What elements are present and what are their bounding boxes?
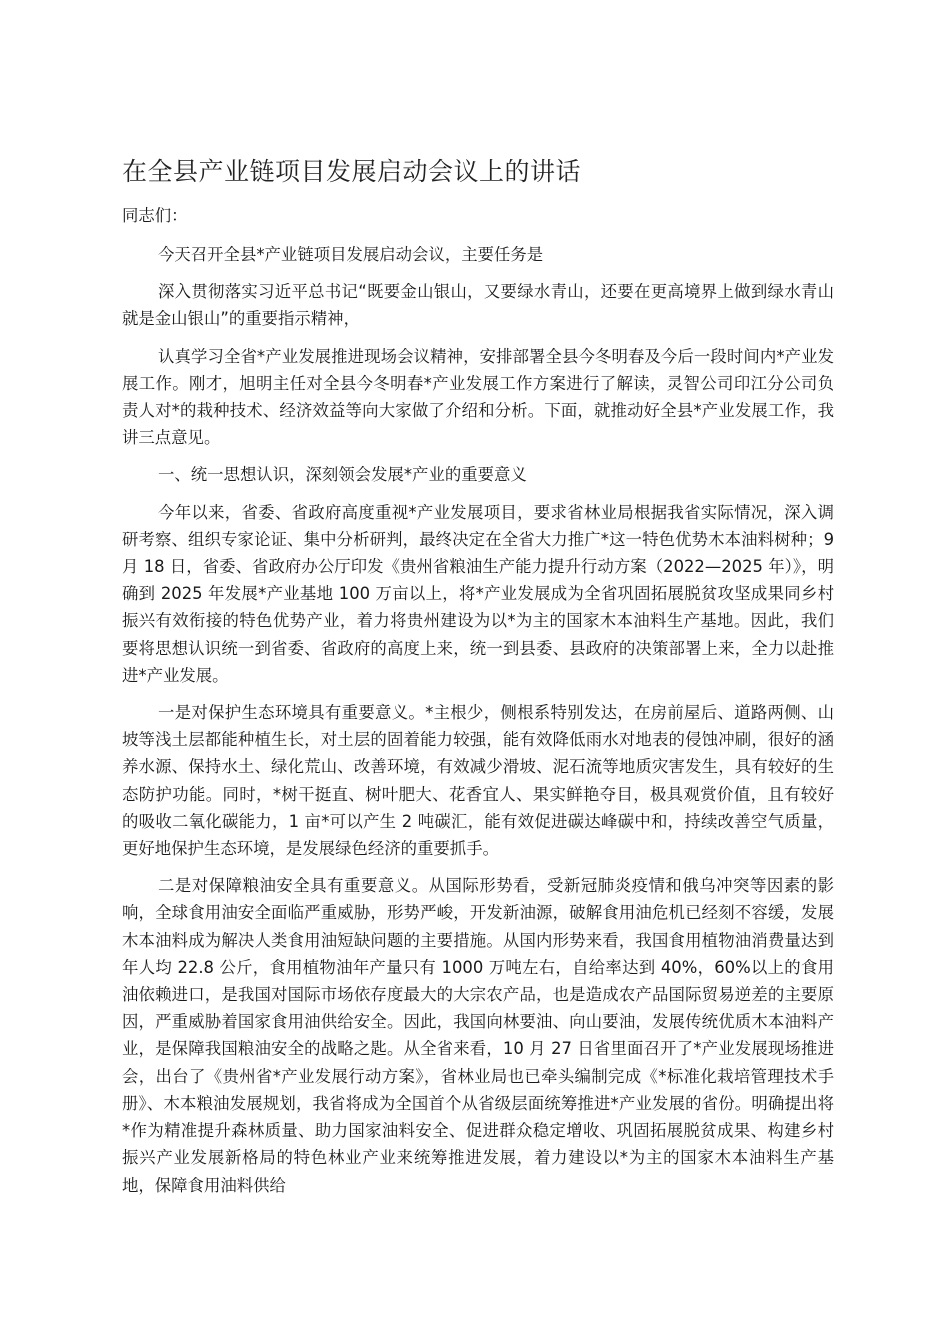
document-title: 在全县产业链项目发展启动会议上的讲话 — [122, 157, 582, 186]
document-page — [122, 150, 834, 1209]
paragraph-instruction: 深入贯彻落实习近平总书记“既要金山银山，又要绿水青山，还要在更高境界上做到绿水青山就是金山银山”的重要指示精神， — [122, 282, 834, 329]
paragraph-study: 认真学习全省*产业发展推进现场会议精神，安排部署全县今冬明春及今后一段时间内*产业发展工作。刚才，旭明主任对全县今冬明春*产业发展工作方案进行了解读，灵智公司印江分公司负责人对*的栽种技术、经济效益等向大家做了介绍和分析。下面，就推动好全县*产业发展工作，我讲三点意见。 — [122, 346, 834, 448]
paragraph-grain-oil-security: 二是对保障粮油安全具有重要意义。从国际形势看，受新冠肺炎疫情和俄乌冲突等因素的影响，全球食用油安全面临严重威胁，形势严峻，开发新油源，破解食用油危机已经刻不容缓，发展木本油料成为解决人类食用油短缺问题的主要措施。从国内形势来看，我国食用植物油消费量达到年人均 22.8 公斤，食用植物油年产量只有 1000 万吨左右，自给率达到 40%，60%以上的食用油依赖进口，是我国对国际市场依存度最大的大宗农产品，也是造成农产品国际贸易逆差的主要原因，严重威胁着国家食用油供给安全。因此，我国向林要油、向山要油，发展传统优质木本油料产业，是保障我国粮油安全的战略之匙。从全省来看，10 月 27 日省里面召开了*产业发展现场推进会，出台了《贵州省*产业发展行动方案》，省林业局也已牵头编制完成《*标准化栽培管理技术手册》、木本粮油发展规划，我省将成为全国首个从省级层面统筹推进*产业发展的省份。明确提出将*作为精准提升森林质量、助力国家油料安全、促进群众稳定增收、巩固拓展脱贫成果、构建乡村振兴产业发展新格局的特色林业产业来统筹推进发展，着力建设以*为主的国家木本油料生产基地，保障食用油料供给 — [122, 876, 834, 1195]
paragraph-intro: 今天召开全县*产业链项目发展启动会议，主要任务是 — [158, 245, 544, 264]
section-heading-1: 一、统一思想认识，深刻领会发展*产业的重要意义 — [158, 465, 527, 485]
paragraph-background: 今年以来，省委、省政府高度重视*产业发展项目，要求省林业局根据我省实际情况，深入调研考察、组织专家论证、集中分析研判，最终决定在全省大力推广*这一特色优势木本油料树种；9 月 18 日，省委、省政府办公厅印发《贵州省粮油生产能力提升行动方案（2022—2025 年）》，明确到 2025 年发展*产业基地 100 万亩以上，将*产业发展成为全省巩固拓展脱贫攻坚成果同乡村振兴有效衔接的特色优势产业，着力将贵州建设为以*为主的国家木本油料生产基地。因此，我们要将思想认识统一到省委、省政府的高度上来，统一到县委、县政府的决策部署上来，全力以赴推进*产业发展。 — [122, 502, 834, 685]
paragraph-ecology: 一是对保护生态环境具有重要意义。*主根少，侧根系特别发达，在房前屋后、道路两侧、山坡等浅土层都能种植生长，对土层的固着能力较强，能有效降低雨水对地表的侵蚀冲刷，很好的涵养水源、保持水土、绿化荒山、改善环境，有效减少滑坡、泥石流等地质灾害发生，具有较好的生态防护功能。同时，*树干挺直、树叶肥大、花香宜人、果实鲜艳夺目，极具观赏价值，且有较好的吸收二氧化碳能力，1 亩*可以产生 2 吨碳汇，能有效促进碳达峰碳中和，持续改善空气质量，更好地保护生态环境，是发展绿色经济的重要抓手。 — [122, 703, 834, 859]
salutation: 同志们： — [122, 206, 188, 225]
